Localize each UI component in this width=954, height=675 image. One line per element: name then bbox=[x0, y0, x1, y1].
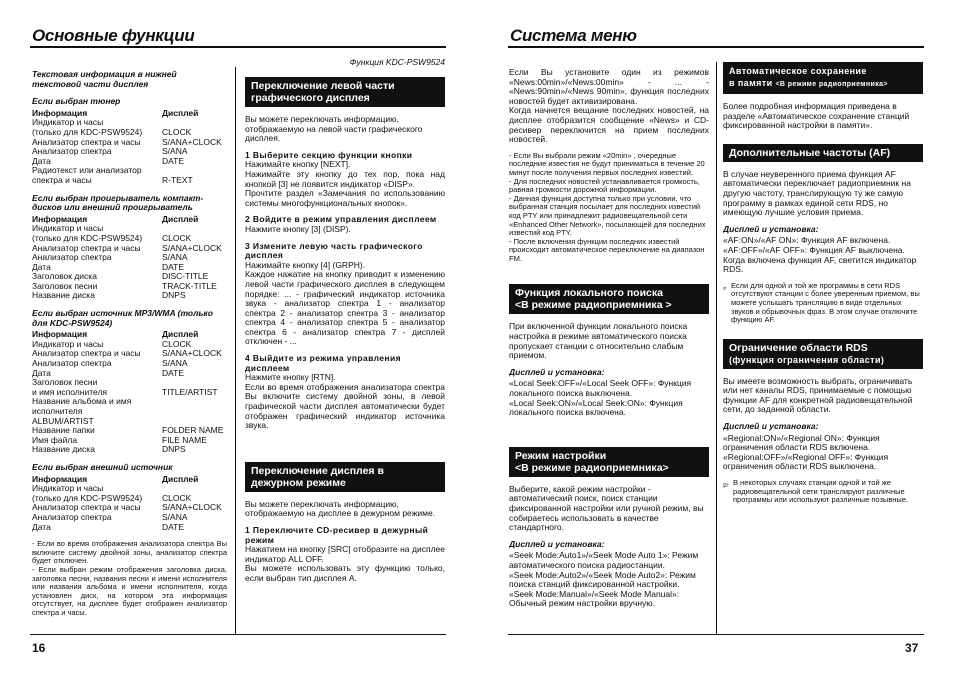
right-column-divider bbox=[716, 62, 717, 635]
auto-memory-header-line2: в памяти bbox=[729, 78, 773, 88]
info-table bbox=[32, 215, 222, 301]
info-cell: Название диска bbox=[32, 290, 95, 301]
section-header-seek-mode bbox=[509, 447, 709, 477]
info-cell: Индикатор и часы bbox=[32, 117, 104, 128]
regional-note-text: В некоторых случаях станции одной и той же радиовещательной сети транслируют различные программы или используют различные позывные. bbox=[732, 478, 909, 505]
table-row bbox=[32, 397, 223, 416]
text-info-heading: Текстовая информация в нижней текстовой части дисплея bbox=[32, 70, 177, 89]
display-cell: DNPS bbox=[162, 444, 186, 455]
info-groups bbox=[32, 97, 227, 532]
seek-mode-header-line1: Режим настройки bbox=[515, 449, 607, 462]
display-cell: CLOCK bbox=[162, 232, 192, 243]
seek-mode-text: Выберите, какой режим настройки - автоматический поиск, поиск станции фиксированной настройки или ручной режим, вы собираетесь использовать в качестве стандартного. bbox=[509, 483, 704, 533]
note-icon bbox=[723, 479, 729, 492]
display-cell: TRACK-TITLE bbox=[162, 280, 217, 291]
section-header-left-display: Переключение левой части графического дисплея bbox=[245, 77, 445, 107]
local-seek-header-line2: <В режиме радиоприемника > bbox=[515, 299, 672, 312]
section-header-auto-memory bbox=[723, 62, 923, 94]
info-cell: Индикатор и часы bbox=[32, 338, 104, 349]
page-number-left: 16 bbox=[32, 641, 46, 655]
table-row bbox=[32, 147, 222, 157]
info-cell: Анализатор спектра и часы bbox=[32, 136, 141, 147]
step-title: 1 Выберите секцию функции кнопки bbox=[245, 149, 413, 160]
info-cell: Индикатор и часы bbox=[32, 483, 104, 494]
display-cell: S/ANA bbox=[162, 146, 188, 157]
info-group-label: Если выбран внешний источник bbox=[32, 461, 173, 472]
step-text: Нажимайте кнопку [NEXT]. Нажимайте эту кнопку до тех пор, пока над кнопкой [3] не появится индикатор «DISP». Прочтите раздел «Замечания по использованию системы многофункциональных кнопок». bbox=[245, 159, 445, 208]
left-column-2 bbox=[245, 77, 445, 632]
right-column-1 bbox=[509, 68, 709, 632]
info-group-label: Если выбран источник MP3/WMA (только для KDC-PSW9524) bbox=[32, 308, 213, 328]
display-cell: Дисплей bbox=[162, 473, 199, 484]
table-row bbox=[32, 445, 223, 455]
info-group-label: Если выбран тюнер bbox=[32, 96, 121, 107]
display-cell: S/ANA bbox=[162, 358, 188, 369]
info-cell: Анализатор спектра и часы bbox=[32, 242, 141, 253]
seek-mode-display-label: Дисплей и установка: bbox=[509, 538, 605, 549]
info-cell: Дата bbox=[32, 521, 51, 532]
info-cell: Название альбома и имя исполнителя bbox=[32, 396, 132, 416]
info-cell: Информация bbox=[32, 107, 88, 118]
display-cell: Дисплей bbox=[162, 329, 199, 340]
info-cell: Заголовок диска bbox=[32, 271, 97, 282]
display-cell: TITLE/ARTIST bbox=[162, 386, 218, 397]
info-cell: (только для KDC-PSW9524) bbox=[32, 232, 143, 243]
right-title-rule bbox=[508, 46, 924, 48]
step-title: 2 Войдите в режим управления дисплеем bbox=[245, 214, 437, 225]
regional-note bbox=[723, 479, 923, 505]
step-text: Нажмите кнопку [3] (DISP). bbox=[245, 223, 351, 234]
info-group-label: Если выбран проигрыватель компакт-дисков или внешний проигрыватель bbox=[32, 192, 204, 213]
step-title: 1 Переключите CD-ресивер в дежурный режим bbox=[245, 525, 429, 545]
display-cell: DATE bbox=[162, 261, 185, 272]
info-cell: Название папки bbox=[32, 425, 95, 436]
regional-display-label: Дисплей и установка: bbox=[723, 421, 819, 432]
display-cell: DATE bbox=[162, 521, 185, 532]
info-cell: Имя файла bbox=[32, 434, 78, 445]
auto-memory-header-line1: Автоматическое сохранение bbox=[729, 66, 867, 76]
display-cell: CLOCK bbox=[162, 126, 192, 137]
news-intro: Если Вы установите один из режимов «News:00min»/«News:00min» - ... - «News:90min»/«News 90min», функция последних новостей будет активизирована. Когда начнется вещание последних новостей, на дисплее отобразится сообщение «News» и CD-ресивер переключится на прием последних новостей. bbox=[509, 68, 709, 145]
af-display-text: «AF:ON»/«AF ON»: Функция AF включена. «AF:OFF»/«AF OFF»: Функция AF выключена. Когда включена функция AF, светится индикатор RDS. bbox=[723, 235, 917, 275]
left-page-title: Основные функции bbox=[32, 26, 195, 45]
info-cell: спектра и часы bbox=[32, 174, 92, 185]
left-notes bbox=[32, 540, 227, 617]
display-cell: S/ANA+CLOCK bbox=[162, 136, 222, 147]
left-display-steps bbox=[245, 151, 445, 431]
local-seek-text: При включенной функции локального поиска настройка в режиме автоматического поиска пропускает станции с относительно слабым приемом. bbox=[509, 321, 688, 361]
info-cell: и имя исполнителя bbox=[32, 386, 108, 397]
regional-text: Вы имеете возможность выбрать, ограничивать или нет каналы RDS, принимаемые с помощью функции AF для конкретной радиовещательной сети, до заданной области. bbox=[723, 375, 913, 415]
info-cell: Радиотекст или анализатор bbox=[32, 165, 142, 176]
news-notes: - Если Вы выбрали режим «20min» , очередные последние известия не будут приниматься в течение 20 минут после получения первых последних известий. - Для последних новостей устанавливается громкость, равная громкости дорожной информации. - Данная функция доступна только при условии, что выбранная станция посылает для последних известий код PTY или принадлежит радиовещательной сети «Enhanced Other Network», посылающей для последних известий код PTY. - После включения функции последних известий происходит автоматическое переключение на диапазон FM. bbox=[509, 150, 706, 263]
left-column-divider bbox=[235, 67, 236, 635]
info-cell: Дата bbox=[32, 261, 51, 272]
left-display-intro: Вы можете переключать информацию, отображаемую на левой части графического дисплея. bbox=[245, 114, 423, 144]
standby-display-intro: Вы можете переключать информацию, отображаемую на дисплее в дежурном режиме. bbox=[245, 498, 436, 519]
display-cell: DISC-TITLE bbox=[162, 271, 209, 282]
info-cell: Дата bbox=[32, 367, 51, 378]
display-cell: S/ANA+CLOCK bbox=[162, 502, 222, 513]
local-seek-header-line1: Функция локального поиска bbox=[515, 287, 663, 300]
step-title: 4 Выйдите из режима управления дисплеем bbox=[245, 353, 401, 373]
display-cell: DATE bbox=[162, 155, 185, 166]
section-header-standby-display: Переключение дисплея в дежурном режиме bbox=[245, 462, 445, 492]
af-text: В случае неуверенного приема функция AF автоматически переключает радиоприемник на другую частоту, транслирующую ту же самую программу в рамках единой сети RDS, но имеющую лучшие условия приема. bbox=[723, 168, 911, 218]
af-display-label: Дисплей и установка: bbox=[723, 223, 819, 234]
display-cell: CLOCK bbox=[162, 492, 192, 503]
table-row bbox=[32, 291, 222, 301]
display-cell bbox=[162, 397, 223, 416]
info-cell: ALBUM/ARTIST bbox=[32, 415, 94, 426]
display-cell: S/ANA bbox=[162, 511, 188, 522]
info-cell: Информация bbox=[32, 213, 88, 224]
local-seek-display-text: «Local Seek:OFF»/«Local Seek OFF»: Функция локального поиска выключена. «Local Seek:ON»/«Local Seek:ON»: Функция локального поиска включена. bbox=[509, 378, 692, 418]
info-cell: Дата bbox=[32, 155, 51, 166]
note-icon bbox=[723, 282, 727, 295]
right-bottom-rule bbox=[508, 634, 924, 635]
info-cell: Анализатор спектра bbox=[32, 146, 112, 157]
table-row bbox=[32, 176, 222, 186]
info-cell: Анализатор спектра bbox=[32, 358, 112, 369]
info-cell: Заголовок песни bbox=[32, 377, 98, 388]
step-title: 3 Измените левую часть графического дисплея bbox=[245, 240, 423, 261]
display-cell: Дисплей bbox=[162, 213, 199, 224]
left-column-1 bbox=[32, 70, 227, 632]
right-page-title: Система меню bbox=[510, 26, 637, 45]
section-header-local-seek bbox=[509, 284, 709, 314]
regional-header-line2: (функция ограничения области) bbox=[729, 354, 885, 365]
display-cell: R-TEXT bbox=[162, 174, 193, 185]
info-cell: Анализатор спектра bbox=[32, 252, 112, 263]
auto-memory-text: Более подробная информация приведена в разделе «Автоматическое сохранение станций фиксированной настройки в памяти». bbox=[723, 101, 910, 131]
table-row bbox=[32, 253, 222, 263]
display-cell: DNPS bbox=[162, 290, 186, 301]
section-header-regional bbox=[723, 339, 923, 369]
standby-display-steps bbox=[245, 526, 445, 584]
info-cell: (только для KDC-PSW9524) bbox=[32, 126, 143, 137]
display-cell: S/ANA+CLOCK bbox=[162, 348, 222, 359]
step-text: Нажмите кнопку [RTN]. Если во время отображения анализатора спектра Вы включите систему двойной зоны, в левой графической части дисплея автоматически будет отображен графический индикатор источника звука. bbox=[245, 372, 445, 431]
note-item: - Если выбран режим отображения заголовка диска, заголовка песни, названия песни и имени исполнителя или названия альбома и имени исполнителя, когда установлен диск, на котором эта информация отсутствует, на дисплее будет отображен анализатор спектра и часы. bbox=[32, 564, 227, 617]
info-cell: Индикатор и часы bbox=[32, 223, 104, 234]
display-cell: S/ANA bbox=[162, 252, 188, 263]
info-cell: Анализатор спектра и часы bbox=[32, 502, 141, 513]
info-table bbox=[32, 109, 222, 186]
info-cell: Название диска bbox=[32, 444, 95, 455]
table-row bbox=[32, 359, 223, 369]
auto-memory-header-small: <В режиме радиоприемника> bbox=[775, 81, 888, 88]
left-title-rule bbox=[30, 46, 446, 48]
display-cell: FILE NAME bbox=[162, 434, 207, 445]
seek-mode-display-text: «Seek Mode:Auto1»/«Seek Mode Auto 1»: Режим автоматического поиска радиостанции. «Seek Mode:Auto2»/«Seek Mode Auto2»: Режим поиска станций фиксированной настройки. «Seek Mode:Manual»/«Seek Mode Manual»: Обычный режим настройки вручную. bbox=[509, 550, 699, 609]
af-note-text: Если для одной и той же программы в сети RDS отсутствуют станции с более уверенным приемом, вы можете услышать трансляцию в виде отдельных звуков и обрывочных фраз. В этом случае отключите функцию AF. bbox=[731, 280, 920, 325]
seek-mode-header-line2: <В режиме радиоприемника> bbox=[515, 461, 669, 474]
step-text: Нажатием на кнопку [SRC] отобразите на дисплее индикатор ALL OFF. Вы можете использовать эту функцию только, если выбран тип дисплея A. bbox=[245, 544, 445, 583]
left-bottom-rule bbox=[30, 634, 446, 635]
display-cell: DATE bbox=[162, 367, 185, 378]
local-seek-display-label: Дисплей и установка: bbox=[509, 366, 605, 377]
info-cell: Информация bbox=[32, 329, 88, 340]
display-cell: Дисплей bbox=[162, 107, 199, 118]
step-text: Нажимайте кнопку [4] (GRPH). Каждое нажатие на кнопку приводит к изменению левой части графического дисплея в следующем порядке: ... - графический индикатор источника звука - анализатор спектра 1 - анализатор спектра 2 - анализатор спектра 3 - анализатор спектра 4 - анализатор спектра 5 - анализатор спектра 6 - анализатор спектра 7 - дисплей отключен - ... bbox=[245, 259, 445, 347]
table-row bbox=[32, 523, 222, 533]
display-cell: CLOCK bbox=[162, 338, 192, 349]
info-cell: (только для KDC-PSW9524) bbox=[32, 492, 143, 503]
right-column-2 bbox=[723, 62, 923, 632]
page-number-right: 37 bbox=[905, 641, 919, 655]
regional-display-text: «Regional:ON»/«Regional ON»: Функция ограничения области RDS включена. «Regional:OFF»/«Regional OFF»: Функция ограничения области RDS выключена. bbox=[723, 432, 889, 472]
table-row bbox=[32, 513, 222, 523]
info-cell: Анализатор спектра bbox=[32, 511, 112, 522]
display-cell: FOLDER NAME bbox=[162, 425, 224, 436]
info-table bbox=[32, 330, 223, 455]
af-note bbox=[723, 282, 923, 325]
display-cell: S/ANA+CLOCK bbox=[162, 242, 222, 253]
regional-header-line1: Ограничение области RDS bbox=[729, 341, 868, 354]
model-note: Функция KDC-PSW9524 bbox=[349, 57, 445, 67]
note-item: - Если во время отображения анализатора спектра Вы включите систему двойной зоны, анализатор спектра будет отключен. bbox=[32, 539, 227, 566]
info-cell: Информация bbox=[32, 473, 88, 484]
section-header-af: Дополнительные частоты (AF) bbox=[723, 144, 923, 162]
info-table bbox=[32, 475, 222, 533]
info-cell: Заголовок песни bbox=[32, 280, 98, 291]
info-cell: Анализатор спектра и часы bbox=[32, 348, 141, 359]
